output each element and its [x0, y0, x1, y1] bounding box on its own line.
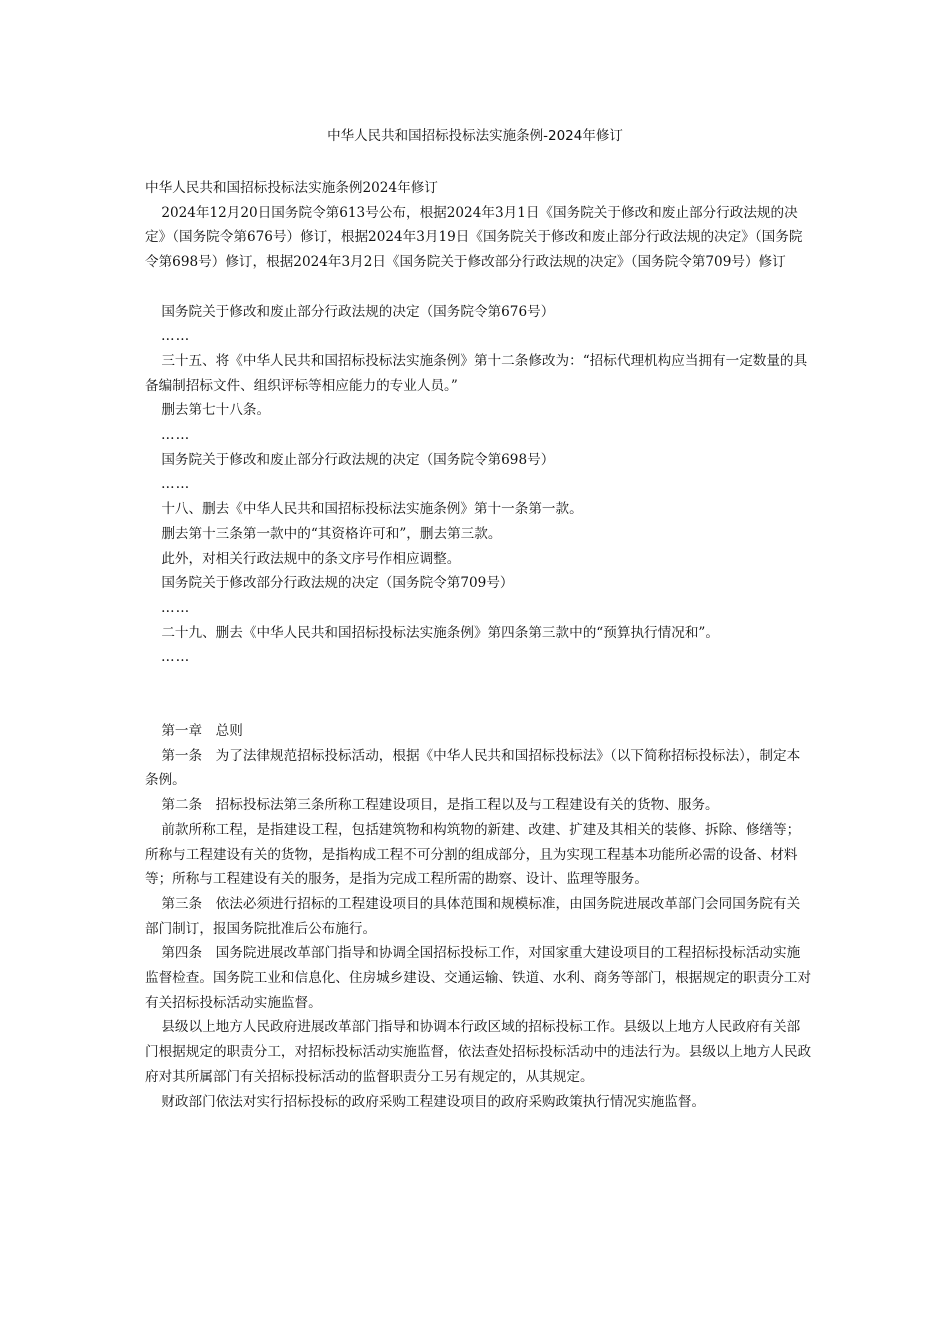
article-2-paragraph-2: 前款所称工程，是指建设工程，包括建筑物和构筑物的新建、改建、扩建及其相关的装修、拆除、修缮等；所称与工程建设有关的货物，是指构成工程不可分割的组成部分，且为实现工程基本功能所必需的设备、材料等；所称与工程建设有关的服务，是指为完成工程所需的勘察、设计、监理等服务。	[145, 821, 801, 888]
spacer	[145, 670, 813, 719]
decree-676-item: 三十五、将《中华人民共和国招标投标法实施条例》第十二条修改为：“招标代理机构应当拥有一定数量的具备编制招标文件、组织评标等相应能力的专业人员。”	[145, 352, 808, 394]
article-1: 第一条 为了法律规范招标投标活动，根据《中华人民共和国招标投标法》（以下简称招标投标法），制定本条例。	[145, 747, 801, 789]
page-title: 中华人民共和国招标投标法实施条例-2024年修订	[327, 128, 623, 144]
chapter-heading: 第一章 总则	[161, 723, 243, 740]
revision-history: 2024年12月20日国务院令第613号公布，根据2024年3月1日《国务院关于修改和废止部分行政法规的决定》（国务院令第676号）修订，根据2024年3月19日《国务院关于修改和废止部分行政法规的决定》（国务院令第698号）修订，根据2024年3月2日《国务院关于修改部分行政法规的决定》（国务院令第709号）修订	[145, 204, 803, 271]
decree-676-title: 国务院关于修改和废止部分行政法规的决定（国务院令第676号）	[161, 303, 555, 320]
document-body	[145, 176, 813, 1114]
decree-698-item-2: 删去第十三条第一款中的“其资格许可和”，删去第三款。	[161, 525, 502, 542]
decree-698-item-3: 此外，对相关行政法规中的条文序号作相应调整。	[161, 550, 461, 567]
ellipsis: ……	[161, 427, 191, 444]
article-4: 第四条 国务院进展改革部门指导和协调全国招标投标工作，对国家重大建设项目的工程招标投标活动实施监督检查。国务院工业和信息化、住房城乡建设、交通运输、铁道、水利、商务等部门，根据规定的职责分工对有关招标投标活动实施监督。	[145, 945, 812, 1011]
article-4-paragraph-3: 财政部门依法对实行招标投标的政府采购工程建设项目的政府采购政策执行情况实施监督。	[161, 1093, 706, 1110]
article-3: 第三条 依法必须进行招标的工程建设项目的具体范围和规模标准，由国务院进展改革部门会同国务院有关部门制订，报国务院批准后公布施行。	[145, 895, 801, 937]
ellipsis: ……	[161, 649, 191, 666]
decree-676-delete: 删去第七十八条。	[161, 402, 271, 419]
decree-709-item: 二十九、删去《中华人民共和国招标投标法实施条例》第四条第三款中的“预算执行情况和”。	[161, 624, 719, 641]
article-2: 第二条 招标投标法第三条所称工程建设项目，是指工程以及与工程建设有关的货物、服务。	[161, 797, 719, 814]
ellipsis: ……	[161, 599, 191, 616]
document-subtitle: 中华人民共和国招标投标法实施条例2024年修订	[145, 180, 438, 196]
decree-698-item-1: 十八、删去《中华人民共和国招标投标法实施条例》第十一条第一款。	[161, 501, 583, 518]
decree-698-title: 国务院关于修改和废止部分行政法规的决定（国务院令第698号）	[161, 451, 555, 468]
ellipsis: ……	[161, 476, 191, 493]
article-4-paragraph-2: 县级以上地方人民政府进展改革部门指导和协调本行政区域的招标投标工作。县级以上地方人民政府有关部门根据规定的职责分工，对招标投标活动实施监督，依法查处招标投标活动中的违法行为。县级以上地方人民政府对其所属部门有关招标投标活动的监督职责分工另有规定的，从其规定。	[145, 1019, 812, 1085]
decree-709-title: 国务院关于修改部分行政法规的决定（国务院令第709号）	[161, 575, 514, 592]
ellipsis: ……	[161, 328, 191, 345]
spacer	[145, 275, 813, 300]
